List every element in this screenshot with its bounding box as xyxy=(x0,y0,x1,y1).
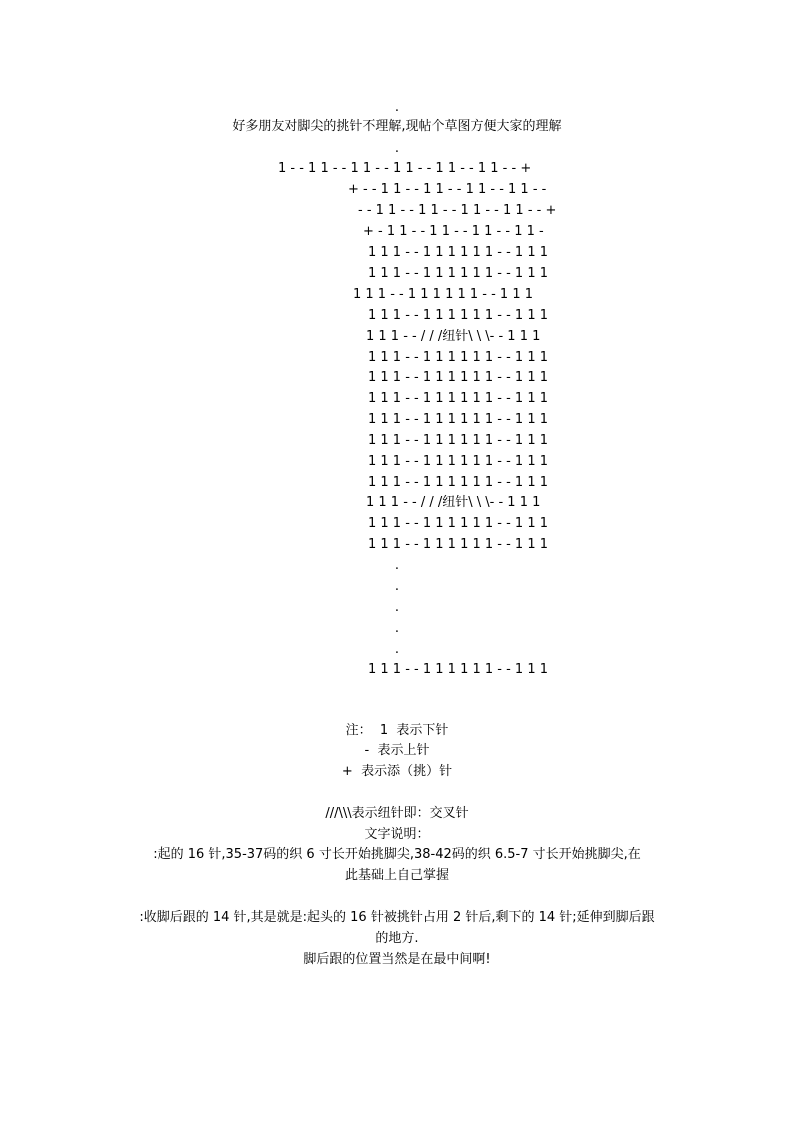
chart-row: 1 - - 1 1 - - 1 1 - - 1 1 - - 1 1 - - 1 1 - - + xyxy=(278,161,532,176)
chart-row: + - - 1 1 - - 1 1 - - 1 1 - - 1 1 - - xyxy=(348,182,547,197)
chart-row: 1 1 1 - - 1 1 1 1 1 1 - - 1 1 1 xyxy=(368,245,549,260)
chart-row: 1 1 1 - - 1 1 1 1 1 1 - - 1 1 1 xyxy=(368,266,549,281)
ellipsis-dot: . xyxy=(394,621,400,636)
chart-row: 1 1 1 - - 1 1 1 1 1 1 - - 1 1 1 xyxy=(368,350,549,365)
chart-row: 1 1 1 - - 1 1 1 1 1 1 - - 1 1 1 xyxy=(368,454,549,469)
chart-row-cable: 1 1 1 - - / / /纽针\ \ \- - 1 1 1 xyxy=(366,329,541,344)
chart-row: 1 1 1 - - 1 1 1 1 1 1 - - 1 1 1 xyxy=(368,516,549,531)
text-heading: 文字说明： xyxy=(364,827,430,842)
note-cable: ///\\\表示纽针即：交叉针 xyxy=(325,806,469,821)
chart-row: 1 1 1 - - 1 1 1 1 1 1 - - 1 1 1 xyxy=(353,287,534,302)
chart-row: 1 1 1 - - 1 1 1 1 1 1 - - 1 1 1 xyxy=(368,391,549,406)
title-dot: . xyxy=(394,141,400,156)
chart-row: - - 1 1 - - 1 1 - - 1 1 - - 1 1 - - + xyxy=(358,203,557,218)
top-dot: . xyxy=(394,100,400,115)
note-knit: 注： 1 表示下针 xyxy=(345,723,449,738)
chart-row: 1 1 1 - - 1 1 1 1 1 1 - - 1 1 1 xyxy=(368,308,549,323)
chart-row: 1 1 1 - - 1 1 1 1 1 1 - - 1 1 1 xyxy=(368,537,549,552)
ellipsis-dot: . xyxy=(394,558,400,573)
chart-row-cable: 1 1 1 - - / / /纽针\ \ \- - 1 1 1 xyxy=(366,495,541,510)
paragraph-2-line-1: :收脚后跟的 14 针,其是就是:起头的 16 针被挑针占用 2 针后,剩下的 14 针;延伸到脚后跟 xyxy=(139,910,655,925)
paragraph-1-line-2: 此基础上自己掌握 xyxy=(344,868,449,883)
ellipsis-dot: . xyxy=(394,642,400,657)
chart-row: 1 1 1 - - 1 1 1 1 1 1 - - 1 1 1 xyxy=(368,475,549,490)
note-purl: - 表示上针 xyxy=(364,743,430,758)
chart-row: + - 1 1 - - 1 1 - - 1 1 - - 1 1 - xyxy=(363,224,544,239)
chart-row: 1 1 1 - - 1 1 1 1 1 1 - - 1 1 1 xyxy=(368,370,549,385)
ellipsis-dot: . xyxy=(394,600,400,615)
chart-row: 1 1 1 - - 1 1 1 1 1 1 - - 1 1 1 xyxy=(368,433,549,448)
chart-row-last: 1 1 1 - - 1 1 1 1 1 1 - - 1 1 1 xyxy=(368,662,549,677)
paragraph-2-line-3: 脚后跟的位置当然是在最中间啊! xyxy=(303,952,491,967)
page-title: 好多朋友对脚尖的挑针不理解,现帖个草图方便大家的理解 xyxy=(232,119,562,134)
paragraph-2-line-2: 的地方. xyxy=(375,931,419,946)
note-increase: + 表示添（挑）针 xyxy=(341,764,453,779)
ellipsis-dot: . xyxy=(394,579,400,594)
paragraph-1-line-1: :起的 16 针,35-37码的织 6 寸长开始挑脚尖,38-42码的织 6.5-7 寸长开始挑脚尖,在 xyxy=(153,847,641,862)
chart-row: 1 1 1 - - 1 1 1 1 1 1 - - 1 1 1 xyxy=(368,412,549,427)
